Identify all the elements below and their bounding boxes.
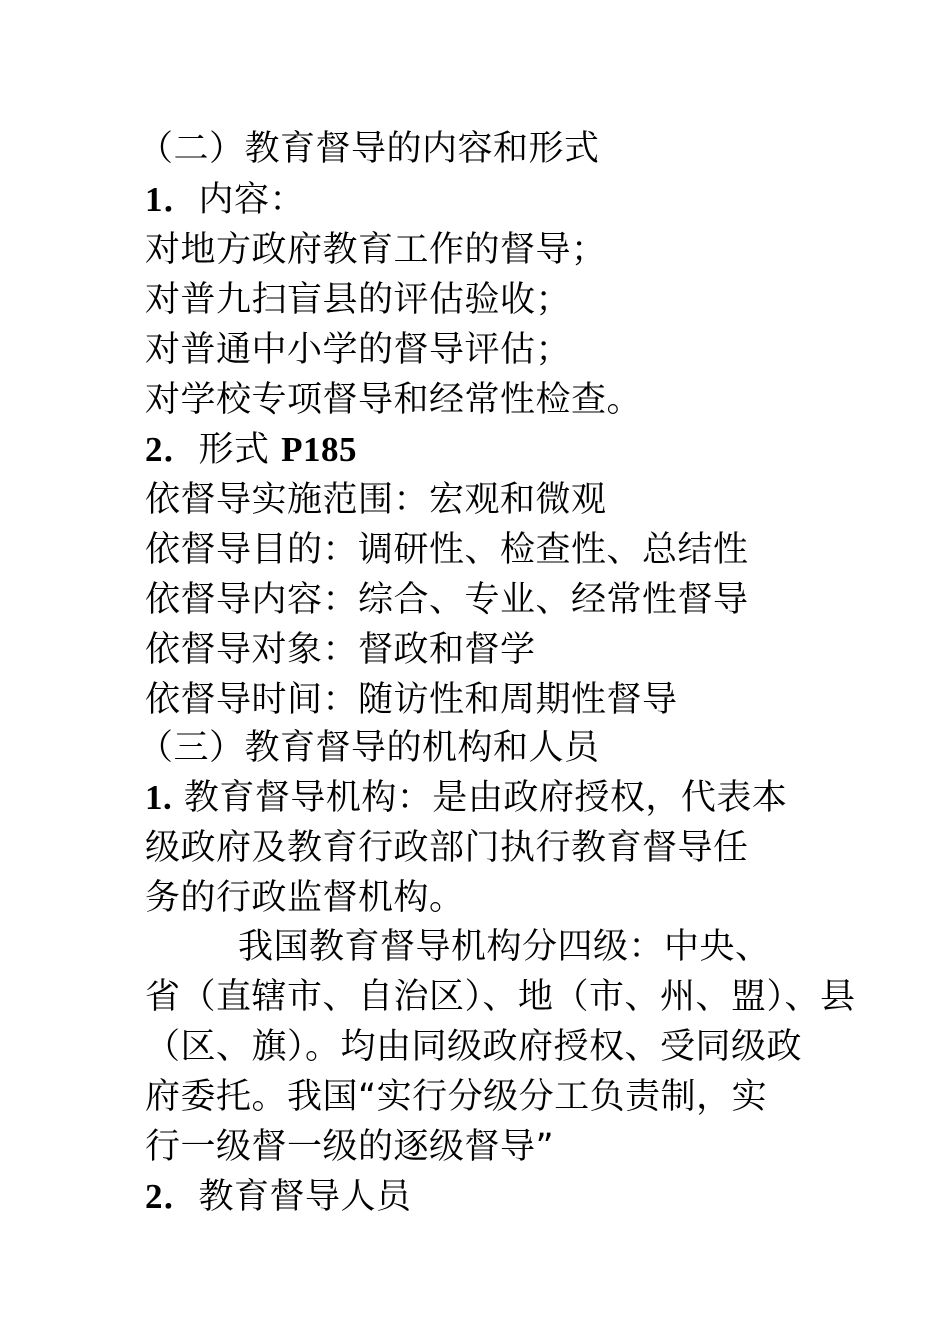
section-heading-2: （二）教育督导的内容和形式: [138, 129, 600, 169]
paragraph-line: 我国教育督导机构分四级：中央、: [238, 927, 771, 967]
paragraph-line: 级政府及教育行政部门执行教育督导任: [145, 828, 749, 868]
text-line: 依督导目的：调研性、检查性、总结性: [145, 530, 749, 570]
text-line: 对普通中小学的督导评估；: [145, 330, 572, 370]
paragraph-line: （区、旗）。均由同级政府授权、受同级政: [145, 1027, 803, 1067]
paragraph-line: 1. 教育督导机构：是由政府授权，代表本: [145, 778, 788, 818]
paragraph-line: 务的行政监督机构。: [145, 878, 465, 918]
text-line: 依督导对象：督政和督学: [145, 630, 536, 670]
text-line: 依督导时间：随访性和周期性督导: [145, 680, 678, 720]
paragraph-line: 省（直辖市、自治区）、地（市、州、盟）、县: [145, 977, 856, 1017]
text-line: 依督导内容：综合、专业、经常性督导: [145, 580, 749, 620]
subheading-content: 1．内容：: [145, 180, 306, 220]
text-line: 对学校专项督导和经常性检查。: [145, 380, 643, 420]
subheading-personnel: 2．教育督导人员: [145, 1177, 412, 1217]
text-line: 对地方政府教育工作的督导；: [145, 230, 607, 270]
paragraph-line: 府委托。我国“实行分级分工负责制，实: [145, 1077, 768, 1117]
subheading-form: 2．形式 P185: [145, 430, 358, 470]
text-line: 依督导实施范围：宏观和微观: [145, 480, 607, 520]
paragraph-line: 行一级督一级的逐级督导”: [145, 1127, 555, 1167]
section-heading-3: （三）教育督导的机构和人员: [138, 728, 600, 768]
text-line: 对普九扫盲县的评估验收；: [145, 280, 572, 320]
